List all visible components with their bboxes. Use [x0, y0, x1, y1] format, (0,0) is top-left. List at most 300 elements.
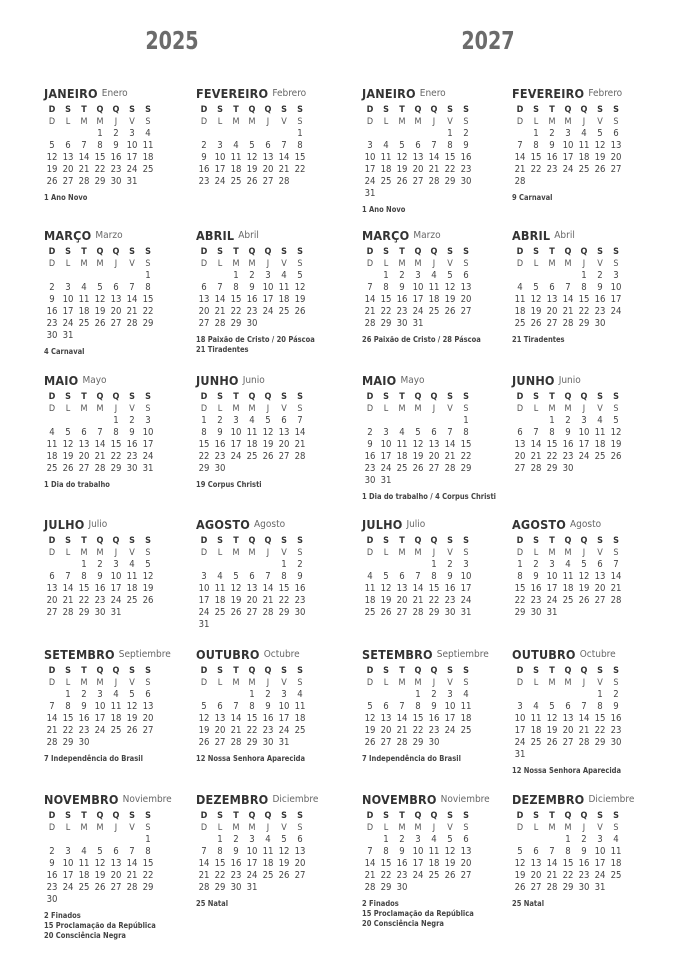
week-row [44, 607, 156, 619]
day-cell: 4 [129, 559, 135, 570]
weekday-letter: S [129, 247, 135, 257]
weekday-letter: S [463, 105, 469, 115]
weekday-header [362, 104, 474, 116]
weekday-sub-letter: J [582, 404, 586, 414]
weekday-sub-letter: D [200, 678, 208, 688]
weekday-sub-letter: S [613, 548, 619, 558]
day-cell: 1 [65, 689, 71, 700]
weekday-header [196, 246, 308, 258]
day-cell: 3 [265, 270, 271, 281]
day-cell: 27 [594, 595, 606, 606]
week-row [362, 282, 474, 294]
day-cell: 4 [613, 834, 619, 845]
day-cell: 5 [383, 571, 389, 582]
week-row [512, 463, 624, 475]
weekday-letter: Q [112, 105, 120, 115]
day-cell: 30 [46, 330, 58, 341]
week-row [512, 559, 624, 571]
day-cell [512, 834, 528, 846]
day-cell [544, 689, 560, 701]
week-row [362, 846, 474, 858]
day-cell: 17 [246, 858, 258, 869]
day-cell: 25 [294, 725, 306, 736]
day-cell: 17 [214, 164, 226, 175]
weekday-sub-letter: S [145, 678, 151, 688]
day-cell: 7 [281, 140, 287, 151]
day-cell [560, 749, 576, 761]
day-cell: 6 [415, 140, 421, 151]
holiday-note: 7 Independência do Brasil [44, 754, 143, 763]
day-cell: 19 [62, 451, 74, 462]
day-cell: 13 [78, 439, 90, 450]
day-cell: 11 [364, 583, 376, 594]
day-cell [212, 128, 228, 140]
day-cell: 28 [198, 882, 210, 893]
day-cell: 29 [562, 882, 574, 893]
day-cell: 18 [246, 439, 258, 450]
weekday-sub-letter: S [297, 548, 303, 558]
month-grid [512, 104, 624, 188]
weekday-letter: D [366, 247, 374, 257]
weekday-letter: Q [564, 666, 572, 676]
day-cell: 19 [530, 306, 542, 317]
day-cell: 1 [463, 415, 469, 426]
day-cell: 19 [278, 858, 290, 869]
day-cell: 16 [578, 858, 590, 869]
weekday-letter: S [281, 247, 287, 257]
day-cell: 18 [530, 725, 542, 736]
week-row [512, 415, 624, 427]
day-cell: 7 [265, 571, 271, 582]
day-cell: 13 [198, 294, 210, 305]
weekday-sub-letter: V [597, 117, 603, 127]
weekday-header [362, 246, 474, 258]
month-subtitle: Agosto [570, 519, 602, 530]
day-cell: 8 [533, 140, 539, 151]
holiday-note: 1 Ano Novo [362, 205, 406, 214]
week-row [362, 140, 474, 152]
weekday-letter: S [297, 811, 303, 821]
weekday-sub-letter: L [533, 823, 539, 833]
day-cell: 28 [530, 463, 542, 474]
day-cell: 18 [78, 306, 90, 317]
month-2027-9 [362, 647, 512, 764]
day-cell: 11 [594, 427, 606, 438]
day-cell: 2 [581, 834, 587, 845]
day-cell [410, 882, 426, 894]
day-cell [92, 415, 108, 427]
week-row [196, 270, 308, 282]
weekday-letter: S [597, 811, 603, 821]
day-cell: 16 [530, 583, 542, 594]
day-cell: 9 [265, 701, 271, 712]
day-cell: 4 [233, 140, 239, 151]
weekday-letter: S [297, 666, 303, 676]
day-cell: 5 [97, 846, 103, 857]
month-name: ABRIL [196, 228, 235, 243]
weekday-sub-letter: L [533, 404, 539, 414]
month-header [512, 228, 662, 246]
day-cell: 9 [533, 571, 539, 582]
day-cell: 5 [597, 128, 603, 139]
day-cell [260, 463, 276, 475]
day-cell: 26 [364, 737, 376, 748]
day-cell: 12 [94, 294, 106, 305]
day-cell: 2 [613, 689, 619, 700]
day-cell: 29 [110, 463, 122, 474]
day-cell: 25 [262, 870, 274, 881]
weekday-sub-letter: S [297, 823, 303, 833]
day-cell: 12 [278, 846, 290, 857]
week-row [196, 282, 308, 294]
day-cell: 27 [110, 882, 122, 893]
day-cell: 9 [81, 701, 87, 712]
weekday-letter: S [281, 392, 287, 402]
weekday-sub-letter: L [383, 404, 389, 414]
weekday-letter: Q [96, 392, 104, 402]
day-cell [60, 894, 76, 906]
day-cell: 27 [562, 737, 574, 748]
day-cell: 4 [217, 571, 223, 582]
day-cell: 2 [233, 834, 239, 845]
day-cell [576, 689, 592, 701]
weekday-letter: D [48, 536, 56, 546]
weekday-sub-letter: J [266, 404, 270, 414]
weekday-sub-letter: M [96, 404, 104, 414]
weekday-letter: Q [96, 105, 104, 115]
day-cell: 5 [549, 701, 555, 712]
day-cell: 10 [444, 701, 456, 712]
weekday-sub-letter: J [582, 117, 586, 127]
day-cell [260, 318, 276, 330]
week-row [44, 128, 156, 140]
day-cell: 25 [110, 725, 122, 736]
day-cell: 27 [380, 737, 392, 748]
day-cell: 30 [530, 607, 542, 618]
day-cell: 26 [198, 737, 210, 748]
weekday-header [196, 535, 308, 547]
day-cell: 12 [230, 583, 242, 594]
weekday-letter: S [217, 247, 223, 257]
day-cell: 3 [65, 846, 71, 857]
day-cell: 18 [110, 713, 122, 724]
day-cell: 16 [294, 583, 306, 594]
weekday-letter: Q [248, 536, 256, 546]
day-cell: 4 [49, 427, 55, 438]
day-cell: 1 [581, 270, 587, 281]
month-name: ABRIL [512, 228, 551, 243]
day-cell [228, 463, 244, 475]
day-cell: 3 [113, 559, 119, 570]
day-cell: 5 [447, 270, 453, 281]
day-cell [410, 559, 426, 571]
day-cell: 11 [78, 858, 90, 869]
weekday-letter: D [516, 247, 524, 257]
day-cell: 7 [415, 571, 421, 582]
day-cell: 16 [262, 713, 274, 724]
day-cell [394, 559, 410, 571]
day-cell: 7 [533, 427, 539, 438]
day-cell: 17 [610, 294, 622, 305]
day-cell: 28 [546, 882, 558, 893]
day-cell: 2 [399, 834, 405, 845]
day-cell: 6 [113, 282, 119, 293]
month-2025-12 [196, 792, 346, 909]
weekday-letter: Q [112, 392, 120, 402]
day-cell [378, 559, 394, 571]
day-cell: 9 [217, 427, 223, 438]
weekday-letter: Q [580, 811, 588, 821]
month-grid [362, 810, 474, 894]
weekday-sub-letter: L [217, 259, 223, 269]
day-cell: 13 [610, 140, 622, 151]
day-cell: 7 [581, 701, 587, 712]
day-cell: 26 [94, 318, 106, 329]
day-cell: 6 [217, 701, 223, 712]
day-cell: 23 [594, 306, 606, 317]
day-cell: 25 [594, 451, 606, 462]
week-row [196, 870, 308, 882]
day-cell: 23 [110, 164, 122, 175]
day-cell: 26 [444, 306, 456, 317]
week-row [512, 846, 624, 858]
day-cell: 1 [549, 415, 555, 426]
week-row [44, 571, 156, 583]
weekday-sub-letter: M [232, 259, 240, 269]
day-cell: 3 [201, 571, 207, 582]
weekday-letter: S [597, 666, 603, 676]
day-cell: 12 [514, 858, 526, 869]
weekday-sub-letter: D [200, 404, 208, 414]
day-cell: 31 [142, 463, 154, 474]
month-grid [44, 535, 156, 619]
day-cell: 16 [562, 439, 574, 450]
day-cell: 27 [198, 318, 210, 329]
day-cell: 3 [517, 701, 523, 712]
day-cell: 29 [246, 737, 258, 748]
week-row [362, 152, 474, 164]
day-cell: 29 [594, 737, 606, 748]
week-row [44, 701, 156, 713]
weekday-sub-letter: D [200, 548, 208, 558]
week-row [362, 176, 474, 188]
day-cell [512, 689, 528, 701]
day-cell: 20 [198, 306, 210, 317]
day-cell: 6 [597, 559, 603, 570]
weekday-sub-letter: S [613, 678, 619, 688]
week-row [512, 140, 624, 152]
day-cell: 21 [546, 870, 558, 881]
day-cell [592, 749, 608, 761]
day-cell: 30 [594, 318, 606, 329]
month-header [44, 792, 194, 810]
day-cell: 16 [78, 713, 90, 724]
day-cell: 1 [447, 128, 453, 139]
day-cell [362, 559, 378, 571]
day-cell [92, 270, 108, 282]
day-cell: 25 [428, 870, 440, 881]
month-name: JULHO [44, 517, 85, 532]
month-grid [512, 665, 624, 761]
day-cell: 2 [217, 415, 223, 426]
month-header [196, 792, 346, 810]
day-cell: 26 [46, 176, 58, 187]
day-cell: 14 [62, 583, 74, 594]
day-cell: 8 [145, 846, 151, 857]
weekday-sub-letter: M [232, 548, 240, 558]
weekday-letter: D [366, 536, 374, 546]
day-cell: 2 [81, 689, 87, 700]
day-cell [608, 749, 624, 761]
day-cell: 8 [145, 282, 151, 293]
day-cell [426, 475, 442, 487]
day-cell: 10 [594, 846, 606, 857]
day-cell: 15 [294, 152, 306, 163]
weekday-letter: T [81, 811, 87, 821]
weekday-sub-letter: J [114, 259, 118, 269]
month-name: SETEMBRO [362, 647, 433, 662]
day-cell [92, 330, 108, 342]
month-name: MAIO [362, 373, 397, 388]
day-cell: 5 [49, 140, 55, 151]
weekday-sub-letter: S [463, 117, 469, 127]
day-cell: 16 [594, 294, 606, 305]
weekday-sub-letter: V [129, 823, 135, 833]
day-cell: 15 [198, 439, 210, 450]
day-cell: 18 [578, 152, 590, 163]
weekday-subheader [44, 403, 156, 415]
day-cell: 10 [214, 152, 226, 163]
day-cell: 5 [517, 846, 523, 857]
day-cell: 10 [514, 713, 526, 724]
day-cell: 31 [62, 330, 74, 341]
day-cell [108, 330, 124, 342]
day-cell [212, 559, 228, 571]
day-cell: 21 [562, 306, 574, 317]
weekday-letter: S [297, 247, 303, 257]
month-grid [44, 810, 156, 906]
day-cell: 5 [249, 140, 255, 151]
day-cell [228, 689, 244, 701]
weekday-sub-letter: J [114, 823, 118, 833]
day-cell: 25 [562, 595, 574, 606]
day-cell: 5 [97, 282, 103, 293]
weekday-sub-letter: M [564, 404, 572, 414]
day-cell: 4 [533, 701, 539, 712]
weekday-letter: S [383, 392, 389, 402]
week-row [512, 282, 624, 294]
month-subtitle: Octubre [263, 649, 300, 660]
day-cell: 14 [262, 583, 274, 594]
day-cell: 5 [129, 689, 135, 700]
weekday-sub-letter: J [432, 548, 436, 558]
day-cell: 29 [460, 463, 472, 474]
day-cell: 15 [142, 858, 154, 869]
day-cell: 21 [126, 306, 138, 317]
week-row [44, 737, 156, 749]
day-cell: 27 [62, 176, 74, 187]
weekday-letter: T [549, 536, 555, 546]
day-cell [544, 176, 560, 188]
weekday-letter: Q [580, 536, 588, 546]
weekday-letter: T [233, 247, 239, 257]
day-cell: 4 [81, 282, 87, 293]
day-cell: 19 [230, 595, 242, 606]
day-cell: 13 [514, 439, 526, 450]
week-row [512, 870, 624, 882]
weekday-letter: Q [96, 247, 104, 257]
day-cell: 24 [594, 870, 606, 881]
day-cell: 23 [428, 725, 440, 736]
weekday-letter: S [129, 811, 135, 821]
week-row [196, 152, 308, 164]
weekday-sub-letter: V [281, 678, 287, 688]
week-row [512, 128, 624, 140]
day-cell: 1 [233, 270, 239, 281]
day-cell: 11 [562, 571, 574, 582]
month-subtitle: Septiembre [436, 649, 489, 660]
day-cell [442, 475, 458, 487]
weekday-letter: D [366, 811, 374, 821]
weekday-letter: S [129, 666, 135, 676]
weekday-sub-letter: V [281, 259, 287, 269]
holiday-list [44, 193, 194, 203]
weekday-header [362, 810, 474, 822]
day-cell [560, 176, 576, 188]
day-cell: 7 [97, 427, 103, 438]
weekday-letter: S [65, 392, 71, 402]
weekday-sub-letter: M [548, 117, 556, 127]
month-2025-1 [44, 86, 194, 203]
weekday-subheader [44, 116, 156, 128]
day-cell: 2 [447, 559, 453, 570]
day-cell: 23 [294, 595, 306, 606]
day-cell: 24 [610, 306, 622, 317]
day-cell: 7 [129, 282, 135, 293]
day-cell: 19 [396, 164, 408, 175]
month-grid [196, 104, 308, 188]
month-name: AGOSTO [196, 517, 251, 532]
weekday-sub-letter: M [414, 823, 422, 833]
week-row [512, 571, 624, 583]
day-cell: 29 [546, 463, 558, 474]
day-cell: 29 [444, 176, 456, 187]
day-cell: 6 [549, 282, 555, 293]
day-cell: 26 [278, 870, 290, 881]
day-cell: 29 [230, 318, 242, 329]
weekday-letter: S [463, 536, 469, 546]
day-cell: 22 [142, 870, 154, 881]
weekday-sub-letter: M [96, 548, 104, 558]
weekday-sub-letter: M [248, 678, 256, 688]
day-cell: 21 [214, 306, 226, 317]
week-row [196, 463, 308, 475]
day-cell: 28 [428, 176, 440, 187]
day-cell: 7 [565, 282, 571, 293]
day-cell: 26 [578, 595, 590, 606]
weekday-sub-letter: J [266, 548, 270, 558]
day-cell: 11 [578, 140, 590, 151]
day-cell [244, 128, 260, 140]
day-cell: 22 [428, 595, 440, 606]
week-row [362, 294, 474, 306]
day-cell: 26 [396, 176, 408, 187]
month-subtitle: Enero [419, 88, 446, 99]
weekday-letter: D [200, 536, 208, 546]
week-row [362, 128, 474, 140]
weekday-sub-letter: S [297, 404, 303, 414]
day-cell: 7 [201, 846, 207, 857]
